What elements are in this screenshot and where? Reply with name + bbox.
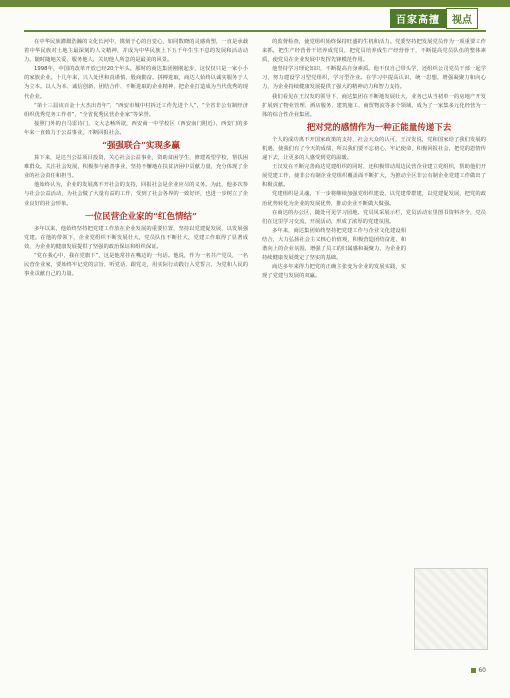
left-column	[24, 38, 248, 279]
paragraph: 个人的成功离不开国家政策的支持，社会大众的认可，王汉发说，党和国家给了我们发展的机遇，使我们有了今天的成绩，所以我们要不忘初心，牢记使命，积极回报社会，把党的恩情传递下去，让更多的人感受到党的温暖。	[262, 136, 486, 162]
paragraph: 在商达的办公区，随处可见学习园地、党员风采展示栏，党员活动室里图书资料齐全，党员们在这里学习交流，开展活动，形成了浓厚的党建氛围。	[262, 209, 486, 225]
paragraph: 算下来，是达当公益项目投资，关心社会公益事业，资助贫困学生，修建希望学校，帮扶困难群众。关注社会发展，积极参与慈善事业，坚持不懈地在扶贫济困中贡献力量，充分体现了企业的社会责任和担当。	[24, 155, 248, 180]
paragraph: 他坚持学习理论知识，不断提高自身素质。他不仅自己带头学，还组织公司党员干部一起学习，努力建设学习型党组织，学习型企业。在学习中提高认识，统一思想，增强凝聚力和向心力，为企业持续健康发展提供了强大的精神动力和智力支持。	[262, 66, 486, 91]
page-number-text: 60	[478, 667, 486, 674]
subheading: 一位民营企业家的“红色情结”	[85, 211, 197, 222]
page-number-marker	[471, 668, 476, 673]
paragraph: 商达多年来得力把党的正确主张变为企业的发展实践，实现了党建与发展的双赢。	[262, 264, 406, 280]
paragraph: 王汉发在不断完善商达党建组织的同时，还积极带动周边民营企业建立党组织，帮助他们开展党建工作，使非公有制企业党组织覆盖面不断扩大，为推动全区非公有制企业党建工作做出了积极贡献。	[262, 164, 486, 189]
paragraph: 我们看见在王汉发的领导下，商达集团在不断地发展壮大，业务已从当初单一的房地产开发扩展到了物业管理、酒店服务、建筑施工、商贸物流等多个领域，成为了一家集多元化经营为一体的综合性企业集团。	[262, 93, 486, 118]
paragraph: 党建组织是灵魂，下一步将继续加强党组织建设，以党建带群建，以党建促发展，把党的政治优势转化为企业的发展优势，推动企业不断做大做强。	[262, 191, 486, 207]
section-main-label: 百家高擅	[390, 9, 446, 28]
paragraph: 在中华民族灌溉浩瀚的文化长河中，镌刻于心的自觉心，如同数晓的灵感荷塑，一直是承载着中华民族对土地主最深刻的人文精神，并成为中华民族上下五千年生生不息的发展和活动动力。随时随地关爱、服务他人，关切他人所急的是最美的风景。	[24, 39, 248, 64]
paragraph: 多年来，商达集团始终坚持把党建工作与企业文化建设相结合，大力弘扬社会主义核心价值观，积极营造团结奋进、和谐向上的企业氛围，增强了员工的归属感和凝聚力，为企业的持续健康发展奠定了坚实的基础。	[262, 227, 406, 262]
header-rule	[24, 30, 486, 32]
top-accent-bar	[0, 0, 510, 7]
paragraph: “第十三届该百金十大杰出青年”，“西安市城中村拆迁工作先进个人”，“全省非公有制经济组织优秀党务工作者”，“全省优秀民营企业家”等荣誉。	[24, 102, 248, 118]
paragraph: 的监督检查，使党组织始终保持旺盛的生机和活力。党委坚持把发展党员作为一项重要工作来抓，把生产经营骨干培养成党员，把党员培养成生产经营骨干，不断提高党员队伍的整体素质，使党员在企业发展中发挥先锋模范作用。	[262, 39, 486, 64]
subheading: “强强联合”实现多赢	[102, 141, 180, 152]
section-label	[390, 9, 478, 27]
paragraph: 1998年，中国的改革开放已经20个年头。那时的商达集团刚刚起步，这仅仅只是一家小小的家族企业。十几年来，兴人处世和真谨慎，殷商勤奋。拼搏进取，商达人始终以诚实服务于人为立本。以人为本、诚信创新、团结合作、不断进取的企业精神，把企业打造成为当代优秀的现代企业。	[24, 66, 248, 100]
paragraph: 接照门外的自马雷诗门，文大志畅所欲，西安商一中学校区（西安南门附近），西安门的多年来一直致力于公益事业，不断回报社会。	[24, 120, 248, 136]
subheading: 把对党的感情作为一种正能量传递下去	[306, 122, 452, 133]
paragraph: “党在我心中，我在党旗下”，这是他常挂在嘴边的一句话。他说，作为一名共产党员，一名民营企业家，要始终牢记党的宗旨，听党话、跟党走，用实际行动践行入党誓言，为党和人民的事业贡献自己的力量。	[24, 252, 248, 278]
section-sub-label: 视点	[446, 8, 478, 29]
paragraph: 他始终认为，企业的发展离不开社会的支持，回报社会是企业应尽的义务。为此，他多次参与社会公益活动，为社会做了大量有益的工作，受到了社会各界的一致好评，也进一步树立了企业良好的社会形象。	[24, 182, 248, 207]
right-column	[262, 38, 486, 281]
portrait-photo	[414, 568, 488, 650]
page-number	[471, 667, 486, 674]
paragraph: 多年以来，他始终坚持把党建工作放在企业发展的重要位置，坚持以党建促发展，以发展强党建。在他的带领下，企业党组织不断发展壮大，党员队伍不断壮大，党建工作取得了显著成效，为企业的健康发展提供了坚强的政治保证和组织保证。	[24, 225, 248, 250]
